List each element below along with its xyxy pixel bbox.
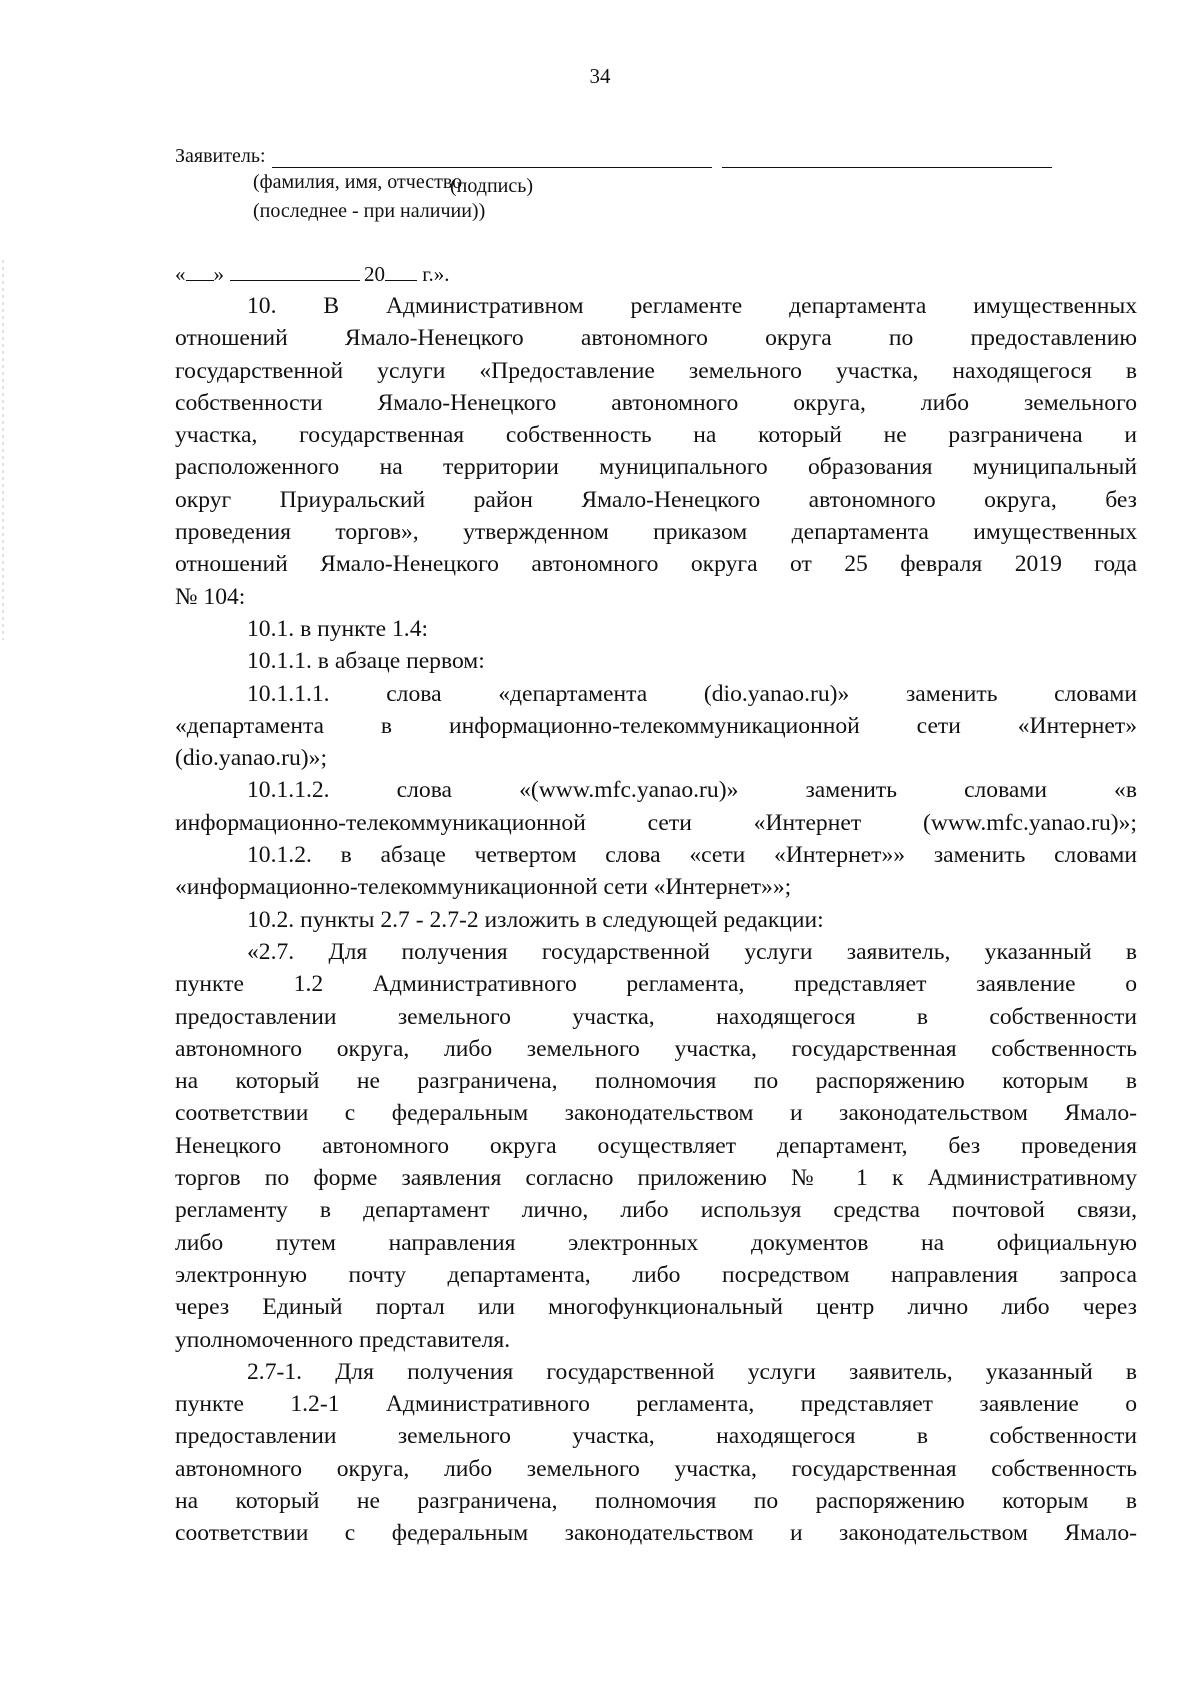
body-line: на который не разграничена, полномочия по распоряжению которым в xyxy=(175,1068,1137,1095)
body-line: проведения торгов», утвержденном приказом департамента имущественных xyxy=(175,519,1137,546)
body-line: Ненецкого автономного округа осуществляет департамент, без проведения xyxy=(175,1132,1137,1159)
page-number: 34 xyxy=(589,64,611,88)
body-line: на который не разграничена, полномочия по распоряжению которым в xyxy=(175,1487,1137,1514)
signature-hint: (подпись) xyxy=(450,175,534,197)
body-line: «2.7. Для получения государственной услуги заявитель, указанный в xyxy=(247,938,1137,965)
applicant-label: Заявитель: xyxy=(175,145,266,167)
applicant-signature-line xyxy=(722,147,1052,168)
body-line: регламенту в департамент лично, либо используя средства почтовой связи, xyxy=(175,1197,1137,1224)
body-line: информационно-телекоммуникационной сети «Интернет (www.mfc.yanao.ru)»; xyxy=(175,809,1137,836)
body-line: государственной услуги «Предоставление земельного участка, находящегося в xyxy=(175,357,1137,384)
date-line xyxy=(175,262,450,287)
body-line: 10.1.1.2. слова «(www.mfc.yanao.ru)» заменить словами «в xyxy=(247,777,1137,804)
applicant-signature-block xyxy=(175,140,1075,226)
document-body xyxy=(175,290,1137,1550)
body-line: пункте 1.2 Административного регламента, представляет заявление о xyxy=(175,971,1137,998)
name-hint-line-1: (фамилия, имя, отчество xyxy=(253,171,463,193)
body-line: соответствии с федеральным законодательством и законодательством Ямало- xyxy=(175,1520,1137,1547)
body-line: автономного округа, либо земельного участка, государственная собственность xyxy=(175,1035,1137,1062)
body-line: либо путем направления электронных документов на официальную xyxy=(175,1229,1137,1256)
body-line: «департамента в информационно-телекоммуникационной сети «Интернет» xyxy=(175,712,1137,739)
body-line: пункте 1.2-1 Административного регламента, представляет заявление о xyxy=(175,1391,1137,1418)
body-line: № 104: xyxy=(175,583,246,610)
applicant-row xyxy=(175,140,1075,168)
body-line: 10.1.1.1. слова «департамента (dio.yanao.ru)» заменить словами xyxy=(247,680,1137,707)
body-line: собственности Ямало-Ненецкого автономного округа, либо земельного xyxy=(175,389,1137,416)
name-hint-line-2: (последнее - при наличии)) xyxy=(253,200,486,222)
date-day-blank xyxy=(186,262,214,281)
body-line: (dio.yanao.ru)»; xyxy=(175,745,327,772)
date-year-prefix: 20 xyxy=(364,262,385,286)
body-line: предоставлении земельного участка, находящегося в собственности xyxy=(175,1423,1137,1450)
body-line: через Единый портал или многофункциональный центр лично либо через xyxy=(175,1294,1137,1321)
body-line: 10.1.2. в абзаце четвертом слова «сети «Интернет»» заменить словами xyxy=(247,842,1137,869)
body-line: автономного округа, либо земельного участка, государственная собственность xyxy=(175,1455,1137,1482)
applicant-name-line xyxy=(272,147,712,168)
body-line: участка, государственная собственность на который не разграничена и xyxy=(175,422,1137,449)
body-line: округ Приуральский район Ямало-Ненецкого автономного округа, без xyxy=(175,486,1137,513)
date-year-blank xyxy=(385,262,417,281)
body-line: 10.1. в пункте 1.4: xyxy=(247,615,429,642)
date-close-quote: » xyxy=(213,262,224,286)
body-line: предоставлении земельного участка, находящегося в собственности xyxy=(175,1003,1137,1030)
date-open-quote: « xyxy=(175,262,186,286)
body-line: расположенного на территории муниципального образования муниципальный xyxy=(175,454,1137,481)
scan-edge-artifact xyxy=(2,260,4,640)
date-month-blank xyxy=(230,262,360,281)
body-line: отношений Ямало-Ненецкого автономного округа от 25 февраля 2019 года xyxy=(175,551,1137,578)
body-line: соответствии с федеральным законодательством и законодательством Ямало- xyxy=(175,1100,1137,1127)
body-line: торгов по форме заявления согласно приложению № 1 к Административному xyxy=(175,1165,1137,1192)
body-line: 10. В Административном регламенте департамента имущественных xyxy=(247,293,1137,319)
body-line: отношений Ямало-Ненецкого автономного округа по предоставлению xyxy=(175,325,1137,352)
date-suffix: г.». xyxy=(422,262,450,286)
body-line: электронную почту департамента, либо посредством направления запроса xyxy=(175,1261,1137,1288)
body-line: 10.1.1. в абзаце первом: xyxy=(247,648,485,675)
body-line: «информационно-телекоммуникационной сети «Интернет»»; xyxy=(175,874,792,901)
body-line: 2.7-1. Для получения государственной услуги заявитель, указанный в xyxy=(247,1358,1137,1385)
body-line: уполномоченного представителя. xyxy=(175,1326,511,1353)
body-line: 10.2. пункты 2.7 - 2.7-2 изложить в следующей редакции: xyxy=(247,906,824,933)
